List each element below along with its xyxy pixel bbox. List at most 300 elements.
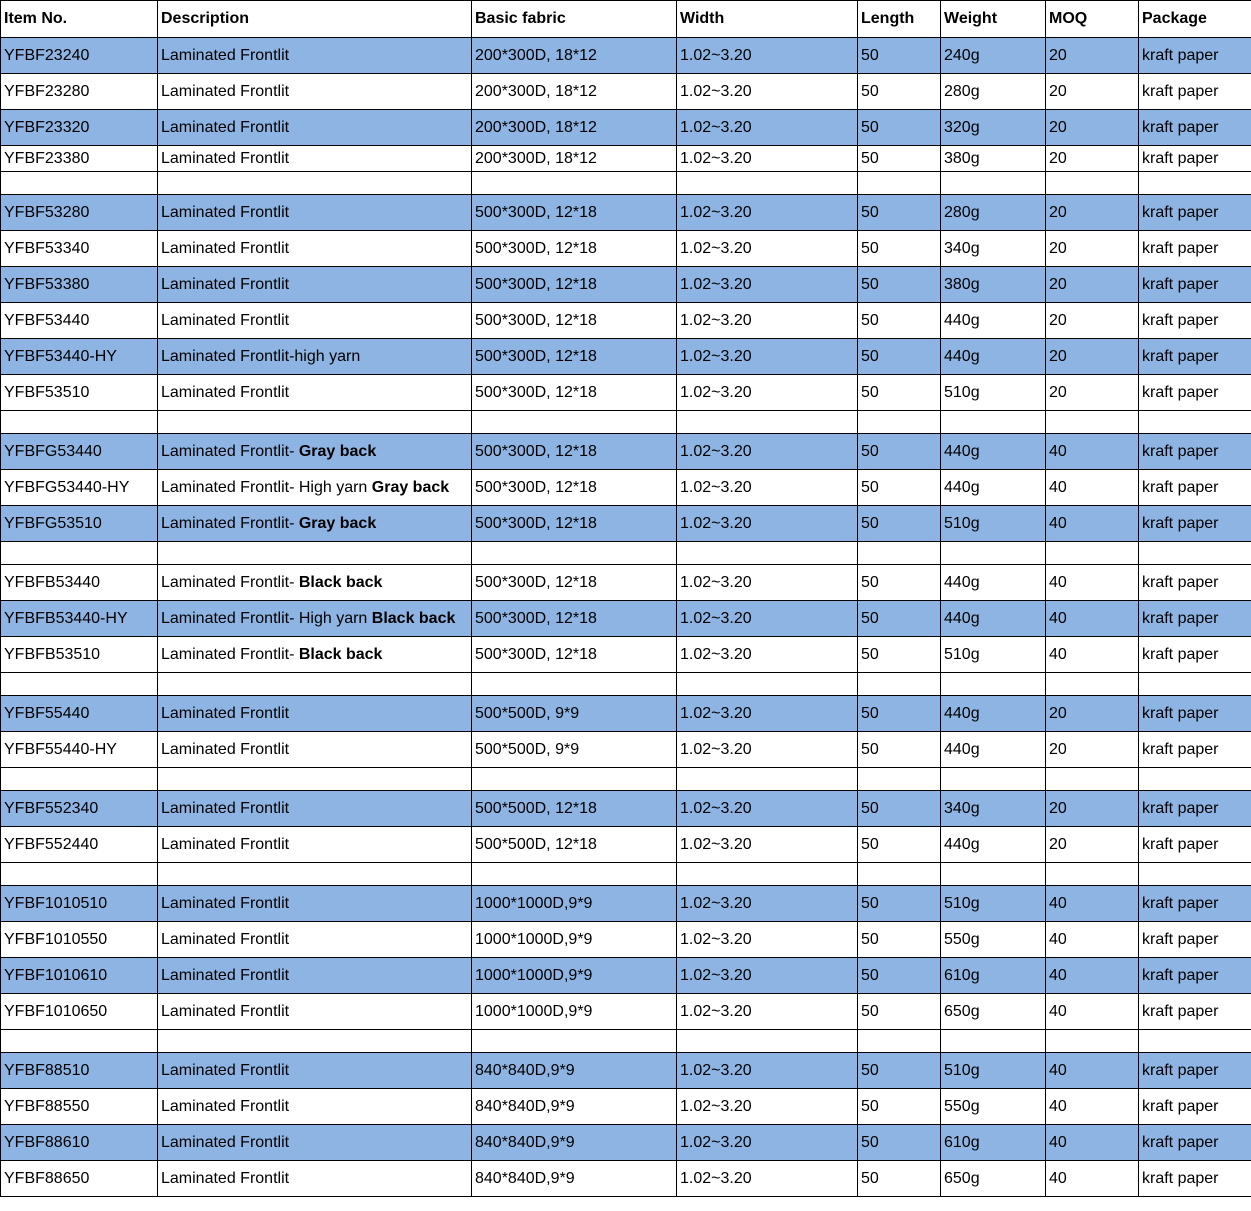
weight-cell: 650g — [941, 994, 1046, 1030]
basic-fabric-cell: 500*300D, 12*18 — [472, 637, 677, 673]
description-text: Laminated Frontlit- High yarn — [161, 478, 372, 496]
header-width: Width — [677, 1, 858, 38]
empty-cell — [472, 411, 677, 434]
weight-cell: 380g — [941, 267, 1046, 303]
description-cell — [158, 827, 472, 863]
package-cell: kraft paper — [1139, 696, 1251, 732]
width-cell: 1.02~3.20 — [677, 637, 858, 673]
width-cell: 1.02~3.20 — [677, 922, 858, 958]
package-cell: kraft paper — [1139, 74, 1251, 110]
moq-cell: 20 — [1046, 231, 1139, 267]
empty-cell — [1139, 673, 1251, 696]
width-cell: 1.02~3.20 — [677, 470, 858, 506]
empty-cell — [941, 411, 1046, 434]
moq-cell: 20 — [1046, 74, 1139, 110]
package-cell: kraft paper — [1139, 146, 1251, 172]
weight-cell: 440g — [941, 732, 1046, 768]
spacer-row — [1, 768, 1251, 791]
length-cell: 50 — [858, 1125, 941, 1161]
basic-fabric-cell: 500*300D, 12*18 — [472, 267, 677, 303]
description-cell — [158, 1089, 472, 1125]
weight-cell: 440g — [941, 470, 1046, 506]
width-cell: 1.02~3.20 — [677, 267, 858, 303]
table-row — [1, 303, 1251, 339]
description-cell — [158, 601, 472, 637]
weight-cell: 550g — [941, 1089, 1046, 1125]
length-cell: 50 — [858, 637, 941, 673]
empty-cell — [472, 863, 677, 886]
description-text: Laminated Frontlit- — [161, 573, 299, 591]
basic-fabric-cell: 1000*1000D,9*9 — [472, 922, 677, 958]
package-cell: kraft paper — [1139, 886, 1251, 922]
empty-cell — [1046, 1030, 1139, 1053]
width-cell: 1.02~3.20 — [677, 827, 858, 863]
basic-fabric-cell: 500*300D, 12*18 — [472, 231, 677, 267]
item-no-cell: YFBF23240 — [1, 38, 158, 74]
weight-cell: 510g — [941, 886, 1046, 922]
table-row — [1, 195, 1251, 231]
description-text: Laminated Frontlit — [161, 239, 290, 257]
package-cell: kraft paper — [1139, 958, 1251, 994]
backing-label: Gray back — [298, 442, 377, 460]
moq-cell: 40 — [1046, 1125, 1139, 1161]
width-cell: 1.02~3.20 — [677, 886, 858, 922]
item-no-cell: YFBF552340 — [1, 791, 158, 827]
length-cell: 50 — [858, 827, 941, 863]
item-no-cell: YFBF53280 — [1, 195, 158, 231]
empty-cell — [858, 411, 941, 434]
length-cell: 50 — [858, 1161, 941, 1197]
length-cell: 50 — [858, 696, 941, 732]
empty-cell — [677, 863, 858, 886]
weight-cell: 320g — [941, 110, 1046, 146]
table-row — [1, 470, 1251, 506]
description-text: Laminated Frontlit — [161, 1061, 290, 1079]
spacer-row — [1, 1030, 1251, 1053]
package-cell: kraft paper — [1139, 434, 1251, 470]
empty-cell — [677, 542, 858, 565]
width-cell: 1.02~3.20 — [677, 434, 858, 470]
header-description: Description — [158, 1, 472, 38]
width-cell: 1.02~3.20 — [677, 565, 858, 601]
description-cell — [158, 303, 472, 339]
length-cell: 50 — [858, 1089, 941, 1125]
package-cell: kraft paper — [1139, 231, 1251, 267]
basic-fabric-cell: 500*300D, 12*18 — [472, 506, 677, 542]
item-no-cell: YFBF1010550 — [1, 922, 158, 958]
empty-cell — [158, 768, 472, 791]
description-text: Laminated Frontlit — [161, 1169, 290, 1187]
length-cell: 50 — [858, 994, 941, 1030]
empty-cell — [158, 542, 472, 565]
empty-cell — [1, 673, 158, 696]
item-no-cell: YFBF552440 — [1, 827, 158, 863]
item-no-cell: YFBFB53510 — [1, 637, 158, 673]
basic-fabric-cell: 200*300D, 18*12 — [472, 146, 677, 172]
description-cell — [158, 637, 472, 673]
backing-label: Black back — [298, 645, 383, 663]
description-text: Laminated Frontlit — [161, 82, 290, 100]
width-cell: 1.02~3.20 — [677, 1089, 858, 1125]
weight-cell: 380g — [941, 146, 1046, 172]
description-cell — [158, 886, 472, 922]
weight-cell: 440g — [941, 601, 1046, 637]
description-text: Laminated Frontlit — [161, 1133, 290, 1151]
description-text: Laminated Frontlit- — [161, 514, 299, 532]
width-cell: 1.02~3.20 — [677, 231, 858, 267]
moq-cell: 20 — [1046, 303, 1139, 339]
weight-cell: 440g — [941, 827, 1046, 863]
moq-cell: 20 — [1046, 696, 1139, 732]
table-row — [1, 434, 1251, 470]
description-cell — [158, 339, 472, 375]
basic-fabric-cell: 840*840D,9*9 — [472, 1089, 677, 1125]
empty-cell — [858, 863, 941, 886]
weight-cell: 240g — [941, 38, 1046, 74]
moq-cell: 20 — [1046, 375, 1139, 411]
basic-fabric-cell: 500*300D, 12*18 — [472, 339, 677, 375]
moq-cell: 40 — [1046, 637, 1139, 673]
description-text: Laminated Frontlit — [161, 118, 290, 136]
moq-cell: 40 — [1046, 565, 1139, 601]
empty-cell — [677, 172, 858, 195]
header-basic-fabric: Basic fabric — [472, 1, 677, 38]
description-text: Laminated Frontlit — [161, 203, 290, 221]
basic-fabric-cell: 840*840D,9*9 — [472, 1053, 677, 1089]
empty-cell — [677, 411, 858, 434]
empty-cell — [941, 1030, 1046, 1053]
description-cell — [158, 791, 472, 827]
package-cell: kraft paper — [1139, 470, 1251, 506]
description-cell — [158, 922, 472, 958]
item-no-cell: YFBFG53440 — [1, 434, 158, 470]
package-cell: kraft paper — [1139, 601, 1251, 637]
empty-cell — [158, 1030, 472, 1053]
moq-cell: 20 — [1046, 195, 1139, 231]
width-cell: 1.02~3.20 — [677, 1125, 858, 1161]
spacer-row — [1, 172, 1251, 195]
weight-cell: 510g — [941, 506, 1046, 542]
weight-cell: 440g — [941, 434, 1046, 470]
moq-cell: 40 — [1046, 1161, 1139, 1197]
empty-cell — [472, 542, 677, 565]
width-cell: 1.02~3.20 — [677, 791, 858, 827]
weight-cell: 280g — [941, 74, 1046, 110]
description-cell — [158, 994, 472, 1030]
description-cell — [158, 958, 472, 994]
table-row — [1, 506, 1251, 542]
package-cell: kraft paper — [1139, 38, 1251, 74]
empty-cell — [941, 768, 1046, 791]
length-cell: 50 — [858, 470, 941, 506]
basic-fabric-cell: 1000*1000D,9*9 — [472, 886, 677, 922]
table-row — [1, 696, 1251, 732]
moq-cell: 40 — [1046, 994, 1139, 1030]
basic-fabric-cell: 500*500D, 9*9 — [472, 732, 677, 768]
moq-cell: 40 — [1046, 1089, 1139, 1125]
description-cell — [158, 506, 472, 542]
package-cell: kraft paper — [1139, 506, 1251, 542]
description-text: Laminated Frontlit — [161, 311, 290, 329]
table-row — [1, 231, 1251, 267]
width-cell: 1.02~3.20 — [677, 1161, 858, 1197]
description-text: Laminated Frontlit — [161, 930, 290, 948]
table-row — [1, 38, 1251, 74]
basic-fabric-cell: 500*300D, 12*18 — [472, 375, 677, 411]
item-no-cell: YFBFB53440-HY — [1, 601, 158, 637]
package-cell: kraft paper — [1139, 994, 1251, 1030]
package-cell: kraft paper — [1139, 922, 1251, 958]
length-cell: 50 — [858, 601, 941, 637]
item-no-cell: YFBF55440-HY — [1, 732, 158, 768]
description-text: Laminated Frontlit — [161, 1097, 290, 1115]
item-no-cell: YFBF53510 — [1, 375, 158, 411]
basic-fabric-cell: 840*840D,9*9 — [472, 1161, 677, 1197]
empty-cell — [1139, 172, 1251, 195]
item-no-cell: YFBF23280 — [1, 74, 158, 110]
width-cell: 1.02~3.20 — [677, 696, 858, 732]
item-no-cell: YFBF23320 — [1, 110, 158, 146]
spacer-row — [1, 411, 1251, 434]
length-cell: 50 — [858, 146, 941, 172]
length-cell: 50 — [858, 791, 941, 827]
description-text: Laminated Frontlit-high yarn — [161, 347, 361, 365]
weight-cell: 440g — [941, 696, 1046, 732]
empty-cell — [1, 768, 158, 791]
description-cell — [158, 110, 472, 146]
empty-cell — [1139, 863, 1251, 886]
header-row — [1, 1, 1251, 38]
empty-cell — [1139, 411, 1251, 434]
length-cell: 50 — [858, 732, 941, 768]
item-no-cell: YFBF88510 — [1, 1053, 158, 1089]
description-text: Laminated Frontlit — [161, 835, 290, 853]
table-row — [1, 1089, 1251, 1125]
item-no-cell: YFBF55440 — [1, 696, 158, 732]
moq-cell: 20 — [1046, 827, 1139, 863]
weight-cell: 510g — [941, 637, 1046, 673]
empty-cell — [1, 1030, 158, 1053]
description-cell — [158, 565, 472, 601]
length-cell: 50 — [858, 506, 941, 542]
length-cell: 50 — [858, 267, 941, 303]
basic-fabric-cell: 500*500D, 12*18 — [472, 827, 677, 863]
length-cell: 50 — [858, 565, 941, 601]
empty-cell — [941, 172, 1046, 195]
length-cell: 50 — [858, 231, 941, 267]
item-no-cell: YFBF53440 — [1, 303, 158, 339]
item-no-cell: YFBF23380 — [1, 146, 158, 172]
table-row — [1, 922, 1251, 958]
empty-cell — [158, 411, 472, 434]
item-no-cell: YFBF53340 — [1, 231, 158, 267]
empty-cell — [1, 172, 158, 195]
description-cell — [158, 375, 472, 411]
empty-cell — [1, 863, 158, 886]
table-row — [1, 791, 1251, 827]
width-cell: 1.02~3.20 — [677, 1053, 858, 1089]
basic-fabric-cell: 200*300D, 18*12 — [472, 74, 677, 110]
item-no-cell: YFBFB53440 — [1, 565, 158, 601]
table-row — [1, 994, 1251, 1030]
empty-cell — [472, 673, 677, 696]
moq-cell: 20 — [1046, 146, 1139, 172]
basic-fabric-cell: 500*300D, 12*18 — [472, 303, 677, 339]
description-text: Laminated Frontlit- — [161, 442, 299, 460]
spacer-row — [1, 542, 1251, 565]
width-cell: 1.02~3.20 — [677, 958, 858, 994]
moq-cell: 40 — [1046, 506, 1139, 542]
description-text: Laminated Frontlit — [161, 894, 290, 912]
moq-cell: 40 — [1046, 470, 1139, 506]
item-no-cell: YFBF88650 — [1, 1161, 158, 1197]
moq-cell: 20 — [1046, 339, 1139, 375]
moq-cell: 40 — [1046, 1053, 1139, 1089]
table-row — [1, 146, 1251, 172]
empty-cell — [858, 768, 941, 791]
package-cell: kraft paper — [1139, 565, 1251, 601]
header-package: Package — [1139, 1, 1251, 38]
width-cell: 1.02~3.20 — [677, 732, 858, 768]
width-cell: 1.02~3.20 — [677, 375, 858, 411]
basic-fabric-cell: 500*300D, 12*18 — [472, 195, 677, 231]
basic-fabric-cell: 200*300D, 18*12 — [472, 110, 677, 146]
empty-cell — [941, 863, 1046, 886]
table-row — [1, 375, 1251, 411]
table-row — [1, 1053, 1251, 1089]
moq-cell: 40 — [1046, 922, 1139, 958]
table-row — [1, 827, 1251, 863]
length-cell: 50 — [858, 958, 941, 994]
item-no-cell: YFBF88610 — [1, 1125, 158, 1161]
description-cell — [158, 732, 472, 768]
empty-cell — [1, 411, 158, 434]
weight-cell: 510g — [941, 1053, 1046, 1089]
description-cell — [158, 470, 472, 506]
empty-cell — [1139, 1030, 1251, 1053]
package-cell: kraft paper — [1139, 732, 1251, 768]
basic-fabric-cell: 500*300D, 12*18 — [472, 565, 677, 601]
header-length: Length — [858, 1, 941, 38]
table-row — [1, 339, 1251, 375]
empty-cell — [1046, 542, 1139, 565]
description-text: Laminated Frontlit — [161, 46, 290, 64]
description-cell — [158, 146, 472, 172]
description-cell — [158, 195, 472, 231]
length-cell: 50 — [858, 110, 941, 146]
basic-fabric-cell: 500*500D, 9*9 — [472, 696, 677, 732]
weight-cell: 440g — [941, 303, 1046, 339]
moq-cell: 40 — [1046, 434, 1139, 470]
table-row — [1, 565, 1251, 601]
empty-cell — [941, 542, 1046, 565]
package-cell: kraft paper — [1139, 339, 1251, 375]
empty-cell — [677, 768, 858, 791]
table-row — [1, 601, 1251, 637]
moq-cell: 20 — [1046, 732, 1139, 768]
basic-fabric-cell: 500*300D, 12*18 — [472, 470, 677, 506]
width-cell: 1.02~3.20 — [677, 146, 858, 172]
moq-cell: 40 — [1046, 601, 1139, 637]
description-cell — [158, 1053, 472, 1089]
package-cell: kraft paper — [1139, 110, 1251, 146]
empty-cell — [1046, 673, 1139, 696]
empty-cell — [158, 172, 472, 195]
description-text: Laminated Frontlit — [161, 383, 290, 401]
item-no-cell: YFBF88550 — [1, 1089, 158, 1125]
empty-cell — [1, 542, 158, 565]
width-cell: 1.02~3.20 — [677, 110, 858, 146]
empty-cell — [858, 172, 941, 195]
basic-fabric-cell: 1000*1000D,9*9 — [472, 994, 677, 1030]
basic-fabric-cell: 500*500D, 12*18 — [472, 791, 677, 827]
weight-cell: 610g — [941, 958, 1046, 994]
weight-cell: 550g — [941, 922, 1046, 958]
package-cell: kraft paper — [1139, 267, 1251, 303]
description-cell — [158, 267, 472, 303]
description-cell — [158, 434, 472, 470]
header-moq: MOQ — [1046, 1, 1139, 38]
table-row — [1, 1161, 1251, 1197]
width-cell: 1.02~3.20 — [677, 38, 858, 74]
weight-cell: 440g — [941, 339, 1046, 375]
weight-cell: 610g — [941, 1125, 1046, 1161]
width-cell: 1.02~3.20 — [677, 506, 858, 542]
width-cell: 1.02~3.20 — [677, 994, 858, 1030]
empty-cell — [1046, 863, 1139, 886]
empty-cell — [1139, 542, 1251, 565]
package-cell: kraft paper — [1139, 791, 1251, 827]
table-body — [1, 38, 1251, 1197]
length-cell: 50 — [858, 434, 941, 470]
empty-cell — [1046, 411, 1139, 434]
description-cell — [158, 74, 472, 110]
width-cell: 1.02~3.20 — [677, 339, 858, 375]
description-cell — [158, 1161, 472, 1197]
empty-cell — [858, 1030, 941, 1053]
item-no-cell: YFBFG53440-HY — [1, 470, 158, 506]
length-cell: 50 — [858, 195, 941, 231]
empty-cell — [677, 1030, 858, 1053]
table-row — [1, 637, 1251, 673]
weight-cell: 340g — [941, 231, 1046, 267]
basic-fabric-cell: 1000*1000D,9*9 — [472, 958, 677, 994]
spacer-row — [1, 673, 1251, 696]
empty-cell — [1139, 768, 1251, 791]
length-cell: 50 — [858, 339, 941, 375]
description-text: Laminated Frontlit — [161, 966, 290, 984]
header-item-no: Item No. — [1, 1, 158, 38]
basic-fabric-cell: 500*300D, 12*18 — [472, 434, 677, 470]
moq-cell: 20 — [1046, 267, 1139, 303]
backing-label: Gray back — [371, 478, 450, 496]
empty-cell — [858, 542, 941, 565]
package-cell: kraft paper — [1139, 1089, 1251, 1125]
length-cell: 50 — [858, 922, 941, 958]
backing-label: Gray back — [298, 514, 377, 532]
empty-cell — [1046, 768, 1139, 791]
table-row — [1, 958, 1251, 994]
table-row — [1, 74, 1251, 110]
header-weight: Weight — [941, 1, 1046, 38]
moq-cell: 20 — [1046, 110, 1139, 146]
package-cell: kraft paper — [1139, 195, 1251, 231]
empty-cell — [472, 1030, 677, 1053]
package-cell: kraft paper — [1139, 827, 1251, 863]
length-cell: 50 — [858, 375, 941, 411]
empty-cell — [472, 768, 677, 791]
moq-cell: 20 — [1046, 38, 1139, 74]
